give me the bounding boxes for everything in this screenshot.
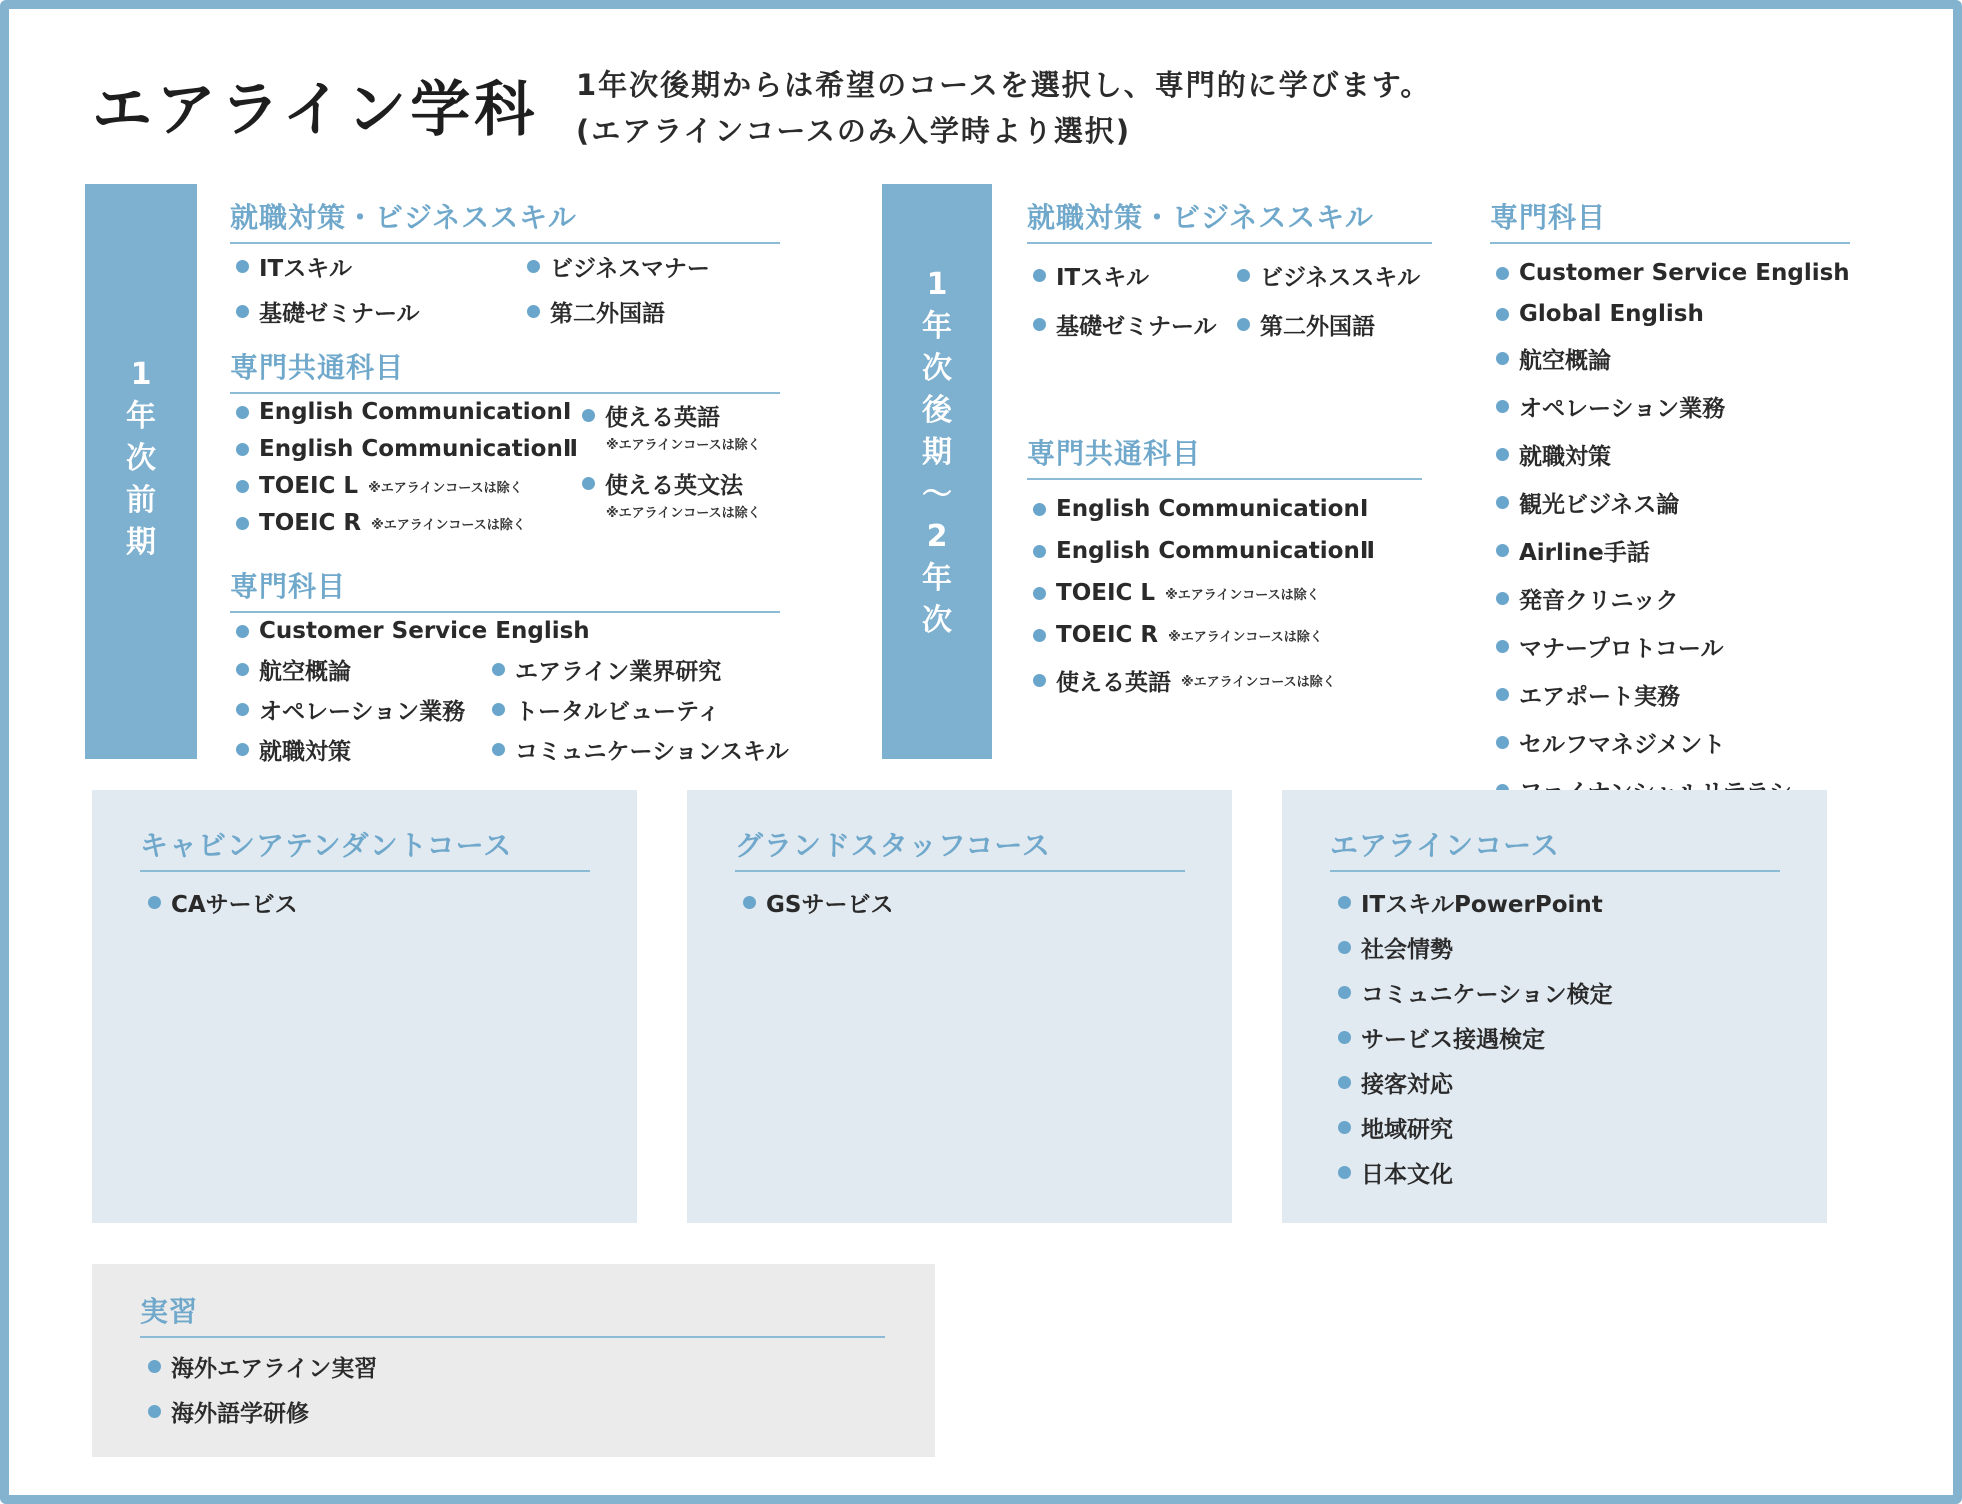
- bullet-icon: [148, 896, 161, 909]
- course-box-airline: [1282, 790, 1827, 1223]
- item-label: Global English: [1519, 301, 1704, 327]
- item-note: ※エアラインコースは除く: [606, 438, 761, 453]
- item-label: 第二外国語: [1260, 314, 1375, 340]
- item-note: ※エアラインコースは除く: [368, 480, 523, 496]
- list-item: [236, 399, 578, 425]
- description-line: (エアラインコースのみ入学時より選択): [576, 114, 1132, 148]
- list-item: [1338, 1156, 1613, 1189]
- item-label: 社会情勢: [1361, 937, 1453, 963]
- term2-label-char: 期: [922, 435, 952, 470]
- bullet-icon: [492, 663, 505, 676]
- bullet-icon: [1033, 545, 1046, 558]
- term1-common-heading: 専門共通科目: [230, 346, 780, 394]
- bullet-icon: [236, 703, 249, 716]
- item-note: ※エアラインコースは除く: [1168, 629, 1323, 645]
- item-label: 海外エアライン実習: [171, 1356, 378, 1382]
- term2-label: [882, 264, 992, 642]
- list-item: [1033, 580, 1375, 606]
- item-label: 使える英語: [1056, 670, 1171, 696]
- item-label: TOEIC L: [1056, 580, 1156, 606]
- bullet-icon: [236, 260, 249, 273]
- bullet-icon: [1338, 1031, 1351, 1044]
- list-item: [148, 1395, 377, 1428]
- item-label: 日本文化: [1361, 1162, 1453, 1188]
- term1-common-col2: [582, 399, 761, 521]
- list-item: [1496, 438, 1850, 471]
- term2-label-bar: [882, 184, 992, 759]
- term2-label-char: 年: [922, 561, 952, 596]
- bullet-icon: [1496, 448, 1509, 461]
- bullet-icon: [1496, 267, 1509, 280]
- list-item: [1496, 534, 1850, 567]
- course-heading: キャビンアテンダントコース: [140, 824, 590, 872]
- term2-label-char: 1: [926, 267, 948, 302]
- bullet-icon: [1496, 544, 1509, 557]
- bullet-icon: [582, 477, 595, 490]
- bullet-icon: [1033, 629, 1046, 642]
- bullet-icon: [1338, 941, 1351, 954]
- item-label: English CommunicationⅠ: [259, 399, 572, 425]
- bullet-icon: [1496, 640, 1509, 653]
- list-item: [492, 733, 789, 766]
- item-label: ITスキル: [1056, 265, 1150, 291]
- item-label: 接客対応: [1361, 1072, 1453, 1098]
- bullet-icon: [1033, 674, 1046, 687]
- item-label: 基礎ゼミナール: [1056, 314, 1217, 340]
- list-item: [527, 250, 710, 283]
- bullet-icon: [1338, 986, 1351, 999]
- bullet-icon: [1237, 269, 1250, 282]
- term1-specialty-heading: 専門科目: [230, 565, 780, 613]
- list-item: [236, 693, 465, 726]
- term1-specialty-col2: [492, 653, 789, 766]
- list-item: [1338, 931, 1613, 964]
- term1-business-col1: [236, 250, 420, 328]
- list-item: [492, 693, 789, 726]
- term2-label-char: 〜: [922, 477, 952, 512]
- bullet-icon: [1496, 308, 1509, 321]
- term2-business-col1: [1033, 259, 1217, 341]
- list-item: [1237, 259, 1420, 292]
- list-item: [1496, 342, 1850, 375]
- term1-business-col2: [527, 250, 710, 328]
- bullet-icon: [1033, 318, 1046, 331]
- term2-business-heading: 就職対策・ビジネススキル: [1027, 196, 1432, 244]
- term1-label-char: 次: [126, 441, 156, 476]
- item-label: オペレーション業務: [1519, 396, 1726, 422]
- list-item: [236, 510, 578, 536]
- list-item: [1496, 678, 1850, 711]
- item-label: 発音クリニック: [1519, 588, 1679, 614]
- term2-specialty-heading: 専門科目: [1490, 196, 1850, 244]
- list-item: [1033, 308, 1217, 341]
- list-item: [743, 886, 893, 919]
- list-item: [1496, 260, 1850, 286]
- item-label: 基礎ゼミナール: [259, 301, 420, 327]
- bullet-icon: [1033, 503, 1046, 516]
- item-label: 就職対策: [1519, 444, 1611, 470]
- bullet-icon: [1338, 1076, 1351, 1089]
- item-label: English CommunicationⅡ: [1056, 538, 1375, 564]
- list-item: [1033, 664, 1375, 697]
- bullet-icon: [1033, 269, 1046, 282]
- practice-heading: 実習: [140, 1290, 885, 1338]
- item-label: エアポート実務: [1519, 684, 1680, 710]
- bullet-icon: [492, 743, 505, 756]
- description-line: 1年次後期からは希望のコースを選択し、専門的に学びます。: [576, 68, 1432, 102]
- list-item: [1033, 259, 1217, 292]
- bullet-icon: [1496, 352, 1509, 365]
- item-label: ビジネスマナー: [550, 256, 710, 282]
- item-label: English CommunicationⅠ: [1056, 496, 1369, 522]
- bullet-icon: [1496, 496, 1509, 509]
- list-item: [1033, 496, 1375, 522]
- list-item: [1496, 301, 1850, 327]
- term1-business-heading: 就職対策・ビジネススキル: [230, 196, 780, 244]
- course-box-cabin: [92, 790, 637, 1223]
- item-label: 使える英語: [605, 405, 720, 431]
- item-label: ビジネススキル: [1260, 265, 1421, 291]
- list-item: [1496, 582, 1850, 615]
- practice-list: [148, 1350, 377, 1428]
- item-label: 海外語学研修: [171, 1401, 309, 1427]
- list-item: [1496, 630, 1850, 663]
- item-label: サービス接遇検定: [1361, 1027, 1545, 1053]
- list-item: [236, 733, 465, 766]
- term2-label-char: 年: [922, 309, 952, 344]
- list-item: [1338, 1066, 1613, 1099]
- item-label: 航空概論: [1519, 348, 1611, 374]
- item-label: ITスキルPowerPoint: [1361, 892, 1603, 918]
- item-note: ※エアラインコースは除く: [1165, 587, 1320, 603]
- item-label: 航空概論: [259, 659, 351, 685]
- term2-common-heading: 専門共通科目: [1027, 432, 1422, 480]
- bullet-icon: [1237, 318, 1250, 331]
- item-label: 就職対策: [259, 739, 351, 765]
- bullet-icon: [148, 1405, 161, 1418]
- item-label: Customer Service English: [1519, 260, 1850, 286]
- item-label: 第二外国語: [550, 301, 665, 327]
- bullet-icon: [492, 703, 505, 716]
- item-label: マナープロトコール: [1519, 636, 1724, 662]
- item-label: 地域研究: [1361, 1117, 1453, 1143]
- item-label: English CommunicationⅡ: [259, 436, 578, 462]
- bullet-icon: [236, 443, 249, 456]
- bullet-icon: [1033, 587, 1046, 600]
- list-item: [236, 618, 590, 644]
- item-label: TOEIC R: [1056, 622, 1159, 648]
- bullet-icon: [1338, 896, 1351, 909]
- list-item: [1496, 390, 1850, 423]
- item-label: セルフマネジメント: [1519, 732, 1726, 758]
- list-item: [1033, 538, 1375, 564]
- item-label: トータルビューティ: [515, 699, 721, 725]
- term2-common-list: [1033, 496, 1375, 697]
- course-list: [148, 886, 298, 919]
- term2-label-char: 次: [922, 603, 952, 638]
- list-item: [1033, 622, 1375, 648]
- bullet-icon: [236, 480, 249, 493]
- list-item: [1338, 976, 1613, 1009]
- item-label: ITスキル: [259, 256, 353, 282]
- term1-label-char: 1: [130, 357, 152, 392]
- item-label: CAサービス: [171, 892, 298, 918]
- list-item: [236, 295, 420, 328]
- bullet-icon: [236, 517, 249, 530]
- bullet-icon: [743, 896, 756, 909]
- list-item: [1496, 726, 1850, 759]
- list-item: [1338, 1021, 1613, 1054]
- list-item: [148, 886, 298, 919]
- course-heading: エアラインコース: [1330, 824, 1780, 872]
- item-label: エアライン業界研究: [515, 659, 722, 685]
- term2-specialty-list: [1496, 260, 1850, 807]
- bullet-icon: [1496, 592, 1509, 605]
- list-item: [1338, 886, 1613, 919]
- item-note: ※エアラインコースは除く: [606, 506, 761, 521]
- term2-label-char: 2: [926, 519, 948, 554]
- page-title: エアライン学科: [92, 75, 539, 145]
- term1-label-char: 前: [126, 483, 156, 518]
- item-label: Customer Service English: [259, 618, 590, 644]
- list-item: [582, 467, 761, 500]
- item-label: 観光ビジネス論: [1519, 492, 1680, 518]
- item-label: コミュニケーションスキル: [515, 739, 789, 765]
- list-item: [1496, 486, 1850, 519]
- list-item: [1237, 308, 1420, 341]
- bullet-icon: [1496, 688, 1509, 701]
- item-label: 使える英文法: [605, 473, 743, 499]
- term1-common-col1: [236, 399, 578, 536]
- bullet-icon: [582, 409, 595, 422]
- bullet-icon: [236, 305, 249, 318]
- bullet-icon: [236, 625, 249, 638]
- list-item: [492, 653, 789, 686]
- term1-label-char: 年: [126, 399, 156, 434]
- bullet-icon: [236, 663, 249, 676]
- term1-label-bar: [85, 184, 197, 759]
- course-heading: グランドスタッフコース: [735, 824, 1185, 872]
- bullet-icon: [1338, 1121, 1351, 1134]
- list-item: [236, 473, 578, 499]
- term1-specialty-col1: [236, 653, 465, 766]
- bullet-icon: [527, 260, 540, 273]
- course-list: [1338, 886, 1613, 1189]
- item-label: GSサービス: [766, 892, 894, 918]
- bullet-icon: [527, 305, 540, 318]
- term2-label-char: 後: [922, 393, 952, 428]
- bullet-icon: [236, 743, 249, 756]
- bullet-icon: [1496, 736, 1509, 749]
- description: [576, 62, 1431, 154]
- list-item: [148, 1350, 377, 1383]
- item-label: オペレーション業務: [259, 699, 466, 725]
- item-label: TOEIC L: [259, 473, 359, 499]
- item-label: TOEIC R: [259, 510, 362, 536]
- list-item: [582, 399, 761, 432]
- term1-label-char: 期: [126, 525, 156, 560]
- list-item: [236, 436, 578, 462]
- list-item: [527, 295, 710, 328]
- item-label: Airline手話: [1519, 540, 1650, 566]
- item-note: ※エアラインコースは除く: [371, 517, 526, 533]
- course-list: [743, 886, 893, 919]
- bullet-icon: [148, 1360, 161, 1373]
- bullet-icon: [1338, 1166, 1351, 1179]
- item-note: ※エアラインコースは除く: [1181, 675, 1336, 690]
- list-item: [1338, 1111, 1613, 1144]
- list-item: [236, 653, 465, 686]
- list-item: [236, 250, 420, 283]
- bullet-icon: [1496, 400, 1509, 413]
- term2-label-char: 次: [922, 351, 952, 386]
- course-box-ground: [687, 790, 1232, 1223]
- practice-box: [92, 1264, 935, 1457]
- item-label: コミュニケーション検定: [1361, 982, 1613, 1008]
- bullet-icon: [236, 406, 249, 419]
- term2-business-col2: [1237, 259, 1420, 341]
- term1-label: [85, 354, 197, 564]
